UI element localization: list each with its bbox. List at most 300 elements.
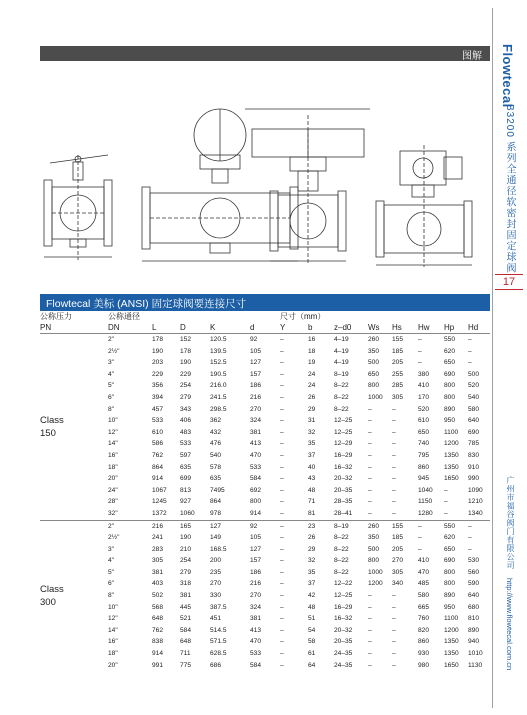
pneumatic-valve-drawing bbox=[245, 109, 370, 263]
dimension-cell: 4–19 bbox=[334, 336, 349, 343]
dimension-cell: 394 bbox=[152, 393, 164, 401]
dimension-cell: – bbox=[392, 486, 396, 494]
dimension-cell: 8–22 bbox=[334, 393, 349, 401]
dimension-cell: – bbox=[468, 520, 490, 532]
table-row bbox=[40, 415, 490, 427]
dimension-cell: 35 bbox=[308, 440, 316, 448]
dimension-cell: 838 bbox=[152, 638, 164, 646]
dimension-cell: 1000 bbox=[368, 393, 383, 401]
dn-cell: 18" bbox=[108, 650, 118, 658]
dimension-cell: 205 bbox=[392, 545, 404, 553]
dn-cell: 8" bbox=[108, 592, 115, 600]
dimension-cell: – bbox=[392, 626, 396, 634]
dimension-cell: 24 bbox=[308, 370, 316, 378]
dimension-cell: 165 bbox=[180, 520, 210, 532]
dimension-cell: 1200 bbox=[368, 580, 383, 588]
dimension-cell: – bbox=[280, 382, 284, 390]
dimension-cell: 190 bbox=[180, 359, 192, 367]
dn-cell: 2" bbox=[108, 520, 152, 532]
dimension-cell: 216 bbox=[250, 393, 262, 401]
table-header-row-1 bbox=[40, 311, 490, 322]
dn-cell: 5" bbox=[108, 382, 115, 390]
dimension-cell: 650 bbox=[444, 359, 456, 367]
dimension-cell: 20–32 bbox=[334, 475, 353, 483]
dn-cell: 2" bbox=[108, 336, 115, 343]
dimension-cell: 229 bbox=[180, 370, 192, 378]
dimension-cell: 1010 bbox=[468, 650, 483, 658]
table-row bbox=[40, 369, 490, 381]
dimension-cell: 1067 bbox=[152, 486, 167, 494]
dimension-cell: – bbox=[280, 347, 284, 355]
dimension-cell: 1350 bbox=[444, 650, 459, 658]
dimension-cell: – bbox=[418, 545, 422, 553]
dimension-cell: 1350 bbox=[444, 463, 459, 471]
dimension-cell: 24–35 bbox=[334, 650, 353, 658]
dimension-cell: 8–22 bbox=[334, 545, 349, 553]
dimension-cell: 945 bbox=[418, 475, 430, 483]
dimension-cell: – bbox=[368, 626, 372, 634]
dimension-cell: 500 bbox=[368, 359, 380, 367]
pressure-class-label: Class 150 bbox=[40, 414, 64, 439]
dimension-cell: 650 bbox=[418, 428, 430, 436]
dimension-cell: 483 bbox=[180, 428, 192, 436]
dimension-cell: 980 bbox=[418, 661, 430, 669]
table-row bbox=[40, 380, 490, 392]
dimension-cell: 890 bbox=[444, 592, 456, 600]
dimension-cell: 978 bbox=[210, 509, 222, 517]
dimension-cell: 241 bbox=[152, 534, 164, 542]
dimension-cell: – bbox=[280, 440, 284, 448]
dn-cell: 4" bbox=[108, 557, 115, 565]
dimension-cell: 403 bbox=[152, 580, 164, 588]
dimension-cell: 298.5 bbox=[210, 405, 227, 413]
dimension-cell: – bbox=[368, 615, 372, 623]
dimension-cell: – bbox=[418, 347, 422, 355]
dn-cell: 28" bbox=[108, 498, 118, 506]
dn-cell: 3" bbox=[108, 359, 115, 367]
dimension-cell: 12–22 bbox=[334, 580, 353, 588]
dimension-cell: – bbox=[368, 650, 372, 658]
dimension-cell: 127 bbox=[250, 359, 262, 367]
dimension-cell: 785 bbox=[468, 440, 480, 448]
dimension-cell: 92 bbox=[250, 520, 280, 532]
dn-cell: 16" bbox=[108, 451, 118, 459]
dimension-cell: – bbox=[280, 650, 284, 658]
dimension-cell: 680 bbox=[468, 603, 480, 611]
dimension-cell: 26 bbox=[308, 534, 316, 542]
dimension-cell: 48 bbox=[308, 603, 316, 611]
dimension-cell: – bbox=[280, 486, 284, 494]
header-col: Ws bbox=[368, 322, 392, 334]
dn-cell: 3" bbox=[108, 545, 115, 553]
dimension-cell: – bbox=[418, 336, 422, 343]
dimension-cell: 241.5 bbox=[210, 393, 227, 401]
dimension-cell: 42 bbox=[308, 592, 316, 600]
dimension-cell: 270 bbox=[210, 580, 222, 588]
dimension-cell: 690 bbox=[468, 428, 480, 436]
dimension-cell: 356 bbox=[152, 382, 164, 390]
dimension-cell: – bbox=[280, 545, 284, 553]
dn-cell: 12" bbox=[108, 615, 118, 623]
dimension-cell: 283 bbox=[152, 545, 164, 553]
dimension-cell: 43 bbox=[308, 475, 316, 483]
dimension-cell: 260 bbox=[368, 336, 380, 343]
dimension-cell: 255 bbox=[392, 370, 404, 378]
dimension-cell: 381 bbox=[180, 592, 192, 600]
header-col: b bbox=[308, 322, 334, 334]
dimension-cell: – bbox=[280, 509, 284, 517]
dimension-cell: 23 bbox=[308, 520, 334, 532]
dimension-cell: 650 bbox=[368, 370, 380, 378]
dimension-cell: 216 bbox=[250, 580, 262, 588]
dimension-cell: 760 bbox=[418, 615, 430, 623]
dimension-cell: 32 bbox=[308, 557, 316, 565]
dn-cell: 6" bbox=[108, 580, 115, 588]
dimension-cell: – bbox=[280, 417, 284, 425]
dimension-cell: 105 bbox=[250, 347, 262, 355]
dimension-cell: – bbox=[392, 405, 396, 413]
dimension-cell: 795 bbox=[418, 451, 430, 459]
dimension-cell: 61 bbox=[308, 650, 316, 658]
table-row bbox=[40, 404, 490, 416]
dimension-cell: 864 bbox=[152, 463, 164, 471]
dimension-cell: – bbox=[280, 661, 284, 669]
dimension-cell: 1650 bbox=[444, 475, 459, 483]
dimension-cell: – bbox=[444, 486, 448, 494]
dimension-cell: 8–22 bbox=[334, 568, 349, 576]
dimension-cell: 521 bbox=[180, 615, 192, 623]
table-row bbox=[40, 613, 490, 625]
dimension-cell: – bbox=[418, 359, 422, 367]
dn-cell: 10" bbox=[108, 417, 118, 425]
table-row bbox=[40, 648, 490, 660]
dimension-cell: 254 bbox=[180, 382, 192, 390]
table-row bbox=[40, 532, 490, 544]
dimension-cell: 406 bbox=[180, 417, 192, 425]
dimension-cell: – bbox=[392, 463, 396, 471]
dimension-cell: 185 bbox=[392, 534, 404, 542]
dimension-cell: – bbox=[468, 359, 472, 367]
header-col: Hw bbox=[418, 322, 444, 334]
dimension-cell: – bbox=[368, 405, 372, 413]
dimension-cell: 520 bbox=[418, 405, 430, 413]
dimension-cell: 20–35 bbox=[334, 638, 353, 646]
header-col: Y bbox=[280, 322, 308, 334]
dimension-cell: 190.5 bbox=[210, 370, 227, 378]
dn-cell: 5" bbox=[108, 568, 115, 576]
dimension-cell: 914 bbox=[250, 509, 262, 517]
dimension-cell: 4–19 bbox=[334, 359, 349, 367]
dimension-cell: 635 bbox=[180, 463, 192, 471]
table-row bbox=[40, 544, 490, 556]
dimension-cell: 568 bbox=[152, 603, 164, 611]
dimension-cell: – bbox=[392, 603, 396, 611]
dimension-cell: – bbox=[368, 638, 372, 646]
dimension-cell: – bbox=[468, 545, 472, 553]
dimension-cell: 1100 bbox=[444, 615, 459, 623]
series-title: B3200 系列全通径软密封固定球阀 bbox=[504, 104, 515, 274]
dimension-cell: 470 bbox=[250, 638, 262, 646]
dimension-cell: 139.5 bbox=[210, 347, 227, 355]
dimension-cell: 890 bbox=[444, 405, 456, 413]
dimension-cell: 1350 bbox=[444, 638, 459, 646]
dimension-cell: 1280 bbox=[418, 509, 433, 517]
dimension-cell: 190 bbox=[152, 347, 164, 355]
dimension-cell: 810 bbox=[468, 615, 480, 623]
dn-cell: 32" bbox=[108, 509, 118, 517]
dimension-cell: 860 bbox=[418, 463, 430, 471]
dimension-cell: – bbox=[392, 475, 396, 483]
dimension-cell: 800 bbox=[444, 393, 456, 401]
dimension-cell: 178 bbox=[152, 336, 164, 343]
dimension-cell: 476 bbox=[210, 440, 222, 448]
dimension-cell: – bbox=[468, 534, 472, 542]
dimension-cell: 540 bbox=[210, 451, 222, 459]
dimension-cell: – bbox=[392, 451, 396, 459]
dimension-cell: 8–22 bbox=[334, 557, 349, 565]
dimension-cell: 665 bbox=[418, 603, 430, 611]
dimension-cell: 1340 bbox=[468, 509, 483, 517]
dimension-cell: – bbox=[392, 661, 396, 669]
dimension-cell: 29 bbox=[308, 545, 316, 553]
dimension-cell: 864 bbox=[210, 498, 222, 506]
dimension-cell: 1245 bbox=[152, 498, 167, 506]
table-header-row-2 bbox=[40, 322, 490, 334]
dimension-cell: 16–29 bbox=[334, 603, 353, 611]
dimension-cell: 20–35 bbox=[334, 486, 353, 494]
dimension-cell: 640 bbox=[468, 592, 480, 600]
dimension-cell: 330 bbox=[210, 592, 222, 600]
dimension-cell: 64 bbox=[308, 661, 316, 669]
dimension-cell: 24 bbox=[308, 382, 316, 390]
dimension-cell: 260 bbox=[368, 520, 392, 532]
dimension-cell: – bbox=[280, 393, 284, 401]
table-row bbox=[40, 520, 490, 532]
dimension-cell: 8–22 bbox=[334, 405, 349, 413]
table-row bbox=[40, 578, 490, 590]
dimension-cell: 820 bbox=[418, 626, 430, 634]
dimension-cell: 533 bbox=[180, 440, 192, 448]
dimension-cell: – bbox=[280, 615, 284, 623]
dimension-cell: 914 bbox=[152, 650, 164, 658]
dimension-cell: – bbox=[368, 509, 372, 517]
dimension-cell: 813 bbox=[180, 486, 192, 494]
dimension-cell: 324 bbox=[250, 417, 262, 425]
dimension-cell: 950 bbox=[444, 603, 456, 611]
dimension-cell: 270 bbox=[250, 405, 262, 413]
dimension-cell: – bbox=[368, 451, 372, 459]
dimension-cell: 762 bbox=[152, 626, 164, 634]
dimension-table bbox=[40, 311, 490, 671]
dimension-cell: 185 bbox=[392, 347, 404, 355]
dimension-cell: 7495 bbox=[210, 486, 225, 494]
dimension-cell: – bbox=[368, 428, 372, 436]
dimension-cell: 500 bbox=[368, 545, 380, 553]
dimension-cell: 32 bbox=[308, 428, 316, 436]
dimension-cell: 502 bbox=[152, 592, 164, 600]
dimension-cell: 12–25 bbox=[334, 428, 353, 436]
dimension-cell: 152 bbox=[180, 336, 192, 343]
valve-technical-drawings bbox=[40, 95, 490, 270]
dimension-cell: 4–19 bbox=[334, 347, 349, 355]
dimension-cell: 16–32 bbox=[334, 615, 353, 623]
lever-valve-drawing bbox=[44, 155, 112, 260]
dimension-cell: – bbox=[368, 417, 372, 425]
header-dimension-group: 尺寸（mm） bbox=[280, 312, 326, 321]
dn-cell: 20" bbox=[108, 475, 118, 483]
dimension-cell: 590 bbox=[468, 580, 480, 588]
dimension-cell: 127 bbox=[250, 545, 262, 553]
dn-cell: 14" bbox=[108, 626, 118, 634]
dimension-cell: – bbox=[468, 336, 472, 343]
dimension-cell: 650 bbox=[444, 545, 456, 553]
dimension-cell: 890 bbox=[468, 626, 480, 634]
page-number: 17 bbox=[495, 274, 523, 290]
dimension-cell: – bbox=[392, 592, 396, 600]
pressure-class-label: Class 300 bbox=[40, 520, 108, 671]
header-col: Hs bbox=[392, 322, 418, 334]
dimension-cell: 37 bbox=[308, 580, 316, 588]
dimension-cell: – bbox=[280, 359, 284, 367]
dimension-cell: – bbox=[280, 336, 284, 343]
dimension-cell: 699 bbox=[180, 475, 192, 483]
table-row bbox=[40, 473, 490, 485]
dimension-cell: – bbox=[280, 498, 284, 506]
dimension-cell: 51 bbox=[308, 615, 316, 623]
dimension-cell: – bbox=[392, 417, 396, 425]
dimension-cell: 362 bbox=[210, 417, 222, 425]
dimension-cell: 149 bbox=[210, 534, 222, 542]
dimension-cell: 560 bbox=[468, 568, 480, 576]
dn-cell: 12" bbox=[108, 428, 118, 436]
dimension-cell: 830 bbox=[468, 451, 480, 459]
dimension-cell: 514.5 bbox=[210, 626, 227, 634]
dimension-cell: 648 bbox=[180, 638, 192, 646]
dimension-cell: – bbox=[368, 498, 372, 506]
table-row bbox=[40, 392, 490, 404]
dimension-cell: 16–32 bbox=[334, 463, 353, 471]
dimension-cell: 29 bbox=[308, 405, 316, 413]
dimension-cell: 350 bbox=[368, 534, 380, 542]
dimension-cell: 1060 bbox=[180, 509, 195, 517]
dimension-cell: – bbox=[392, 650, 396, 658]
table-row bbox=[40, 636, 490, 648]
header-col: d bbox=[250, 322, 280, 334]
dimension-cell: 203 bbox=[152, 359, 164, 367]
dimension-cell: – bbox=[280, 626, 284, 634]
dimension-cell: 186 bbox=[250, 568, 262, 576]
dimension-cell: 775 bbox=[180, 661, 192, 669]
dimension-cell: 800 bbox=[368, 557, 380, 565]
dimension-cell: 155 bbox=[392, 520, 418, 532]
dimension-cell: 216 bbox=[152, 520, 180, 532]
dimension-cell: 8–19 bbox=[334, 520, 368, 532]
table-row bbox=[40, 450, 490, 462]
dimension-cell: 26 bbox=[308, 393, 316, 401]
dimension-cell: 1210 bbox=[468, 498, 483, 506]
dimension-cell: 210 bbox=[180, 545, 192, 553]
dimension-cell: 584 bbox=[250, 661, 262, 669]
dimension-cell: – bbox=[280, 638, 284, 646]
dimension-cell: – bbox=[368, 486, 372, 494]
dn-cell: 2½" bbox=[108, 534, 120, 542]
dimension-cell: 470 bbox=[250, 451, 262, 459]
dimension-cell: 990 bbox=[468, 475, 480, 483]
table-body bbox=[40, 334, 490, 672]
dimension-cell: – bbox=[392, 509, 396, 517]
header-pressure: 公称压力 bbox=[40, 312, 72, 321]
header-pressure-abbr: PN bbox=[40, 322, 108, 334]
dimension-cell: 927 bbox=[180, 498, 192, 506]
website-url: http://www.flowtecal.com.cn bbox=[505, 578, 514, 671]
dimension-cell: 270 bbox=[250, 592, 262, 600]
dimension-cell: 305 bbox=[392, 568, 404, 576]
dimension-cell: – bbox=[392, 440, 396, 448]
dimension-cell: 8–22 bbox=[334, 534, 349, 542]
dimension-cell: 485 bbox=[418, 580, 430, 588]
dimension-cell: 1100 bbox=[444, 428, 459, 436]
dimension-cell: – bbox=[468, 347, 472, 355]
dimension-cell: 305 bbox=[392, 393, 404, 401]
dn-cell: 20" bbox=[108, 661, 118, 669]
dimension-cell: 186 bbox=[250, 382, 262, 390]
dimension-cell: 40 bbox=[308, 463, 316, 471]
dimension-cell: 343 bbox=[180, 405, 192, 413]
gear-valve-drawing bbox=[142, 109, 298, 261]
dimension-cell: 914 bbox=[152, 475, 164, 483]
dn-cell: 4" bbox=[108, 370, 115, 378]
dimension-cell: 571.5 bbox=[210, 638, 227, 646]
dimension-cell: – bbox=[418, 534, 422, 542]
dimension-cell: 628.5 bbox=[210, 650, 227, 658]
dimension-cell: 157 bbox=[250, 370, 262, 378]
dimension-cell: 81 bbox=[308, 509, 316, 517]
dimension-cell: 120.5 bbox=[210, 336, 227, 343]
dimension-cell: 279 bbox=[180, 568, 192, 576]
dimension-cell: 533 bbox=[250, 650, 262, 658]
table-row bbox=[40, 462, 490, 474]
dimension-cell: – bbox=[280, 463, 284, 471]
dimension-cell: 800 bbox=[444, 382, 456, 390]
dimension-cell: 1000 bbox=[368, 568, 383, 576]
dimension-cell: 381 bbox=[250, 615, 262, 623]
dimension-cell: 692 bbox=[250, 486, 262, 494]
dimension-cell: 711 bbox=[180, 650, 191, 658]
dimension-cell: 1372 bbox=[152, 509, 167, 517]
table-title-bar bbox=[40, 294, 490, 311]
dimension-cell: – bbox=[368, 592, 372, 600]
dimension-cell: 740 bbox=[418, 440, 430, 448]
dimension-cell: 413 bbox=[250, 440, 262, 448]
dimension-cell: 54 bbox=[308, 626, 316, 634]
dimension-cell: 530 bbox=[468, 557, 480, 565]
dimension-cell: 12–25 bbox=[334, 592, 353, 600]
table-row bbox=[40, 660, 490, 672]
dimension-cell: 8–22 bbox=[334, 382, 349, 390]
dimension-cell: – bbox=[392, 638, 396, 646]
dimension-cell: – bbox=[280, 557, 284, 565]
header-col: L bbox=[152, 322, 180, 334]
dimension-cell: 152.5 bbox=[210, 359, 227, 367]
dimension-cell: 800 bbox=[368, 382, 380, 390]
dimension-cell: 92 bbox=[250, 336, 258, 343]
dn-cell: 10" bbox=[108, 603, 118, 611]
dimension-cell: 28–35 bbox=[334, 498, 353, 506]
dimension-cell: 1040 bbox=[418, 486, 433, 494]
dimension-cell: 550 bbox=[444, 336, 456, 343]
dimension-cell: 28–41 bbox=[334, 509, 353, 517]
dimension-cell: 155 bbox=[392, 336, 404, 343]
